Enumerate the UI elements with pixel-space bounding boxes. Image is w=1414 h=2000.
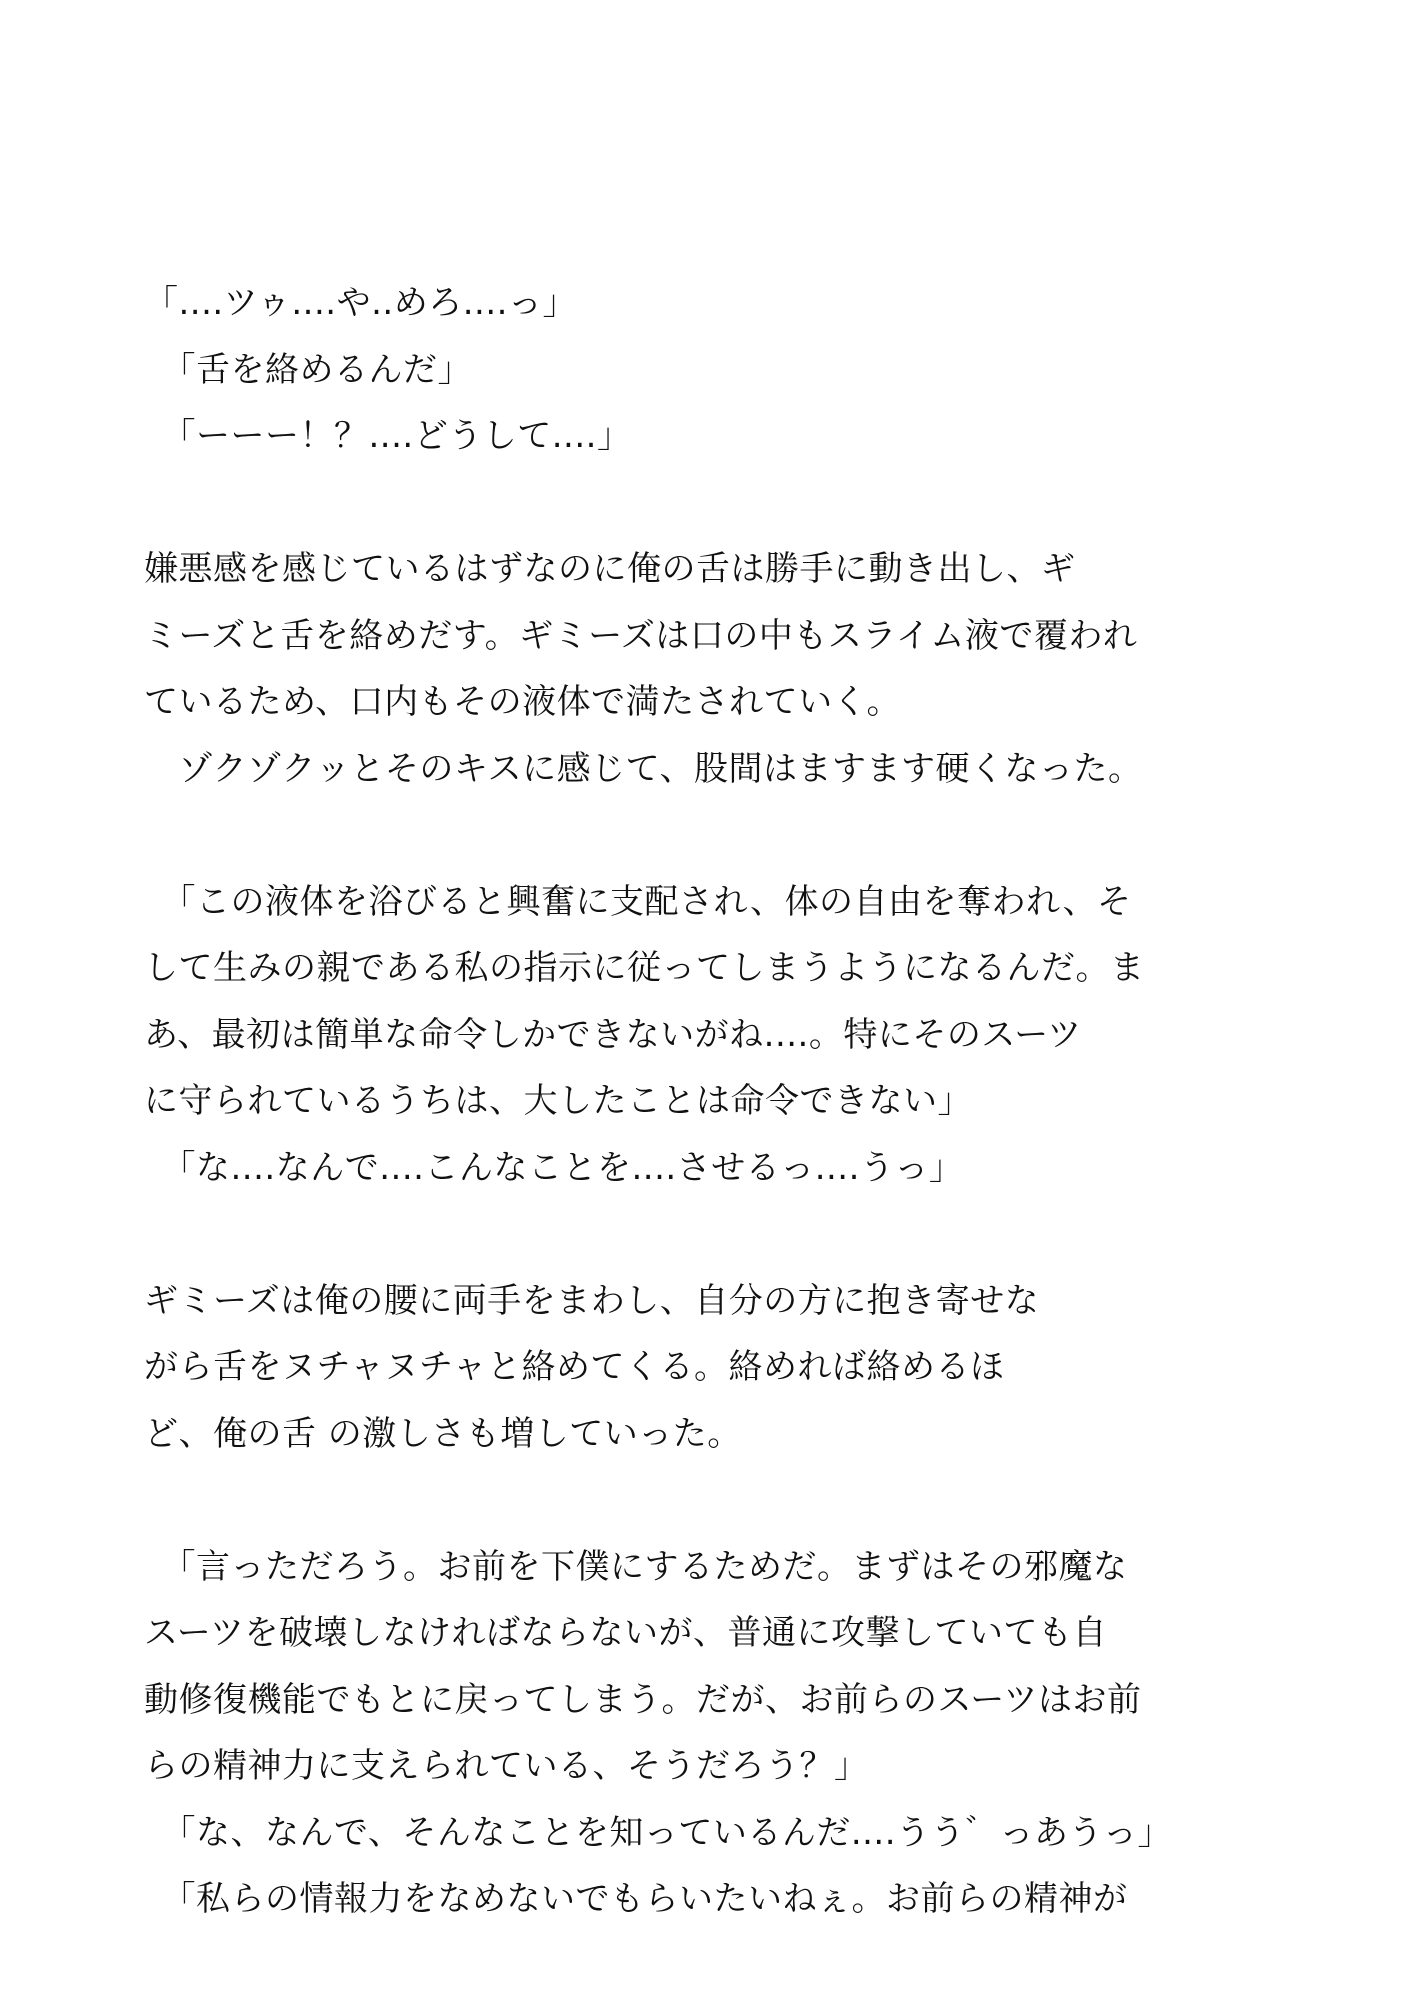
text-line: 「言っただろう。お前を下僕にするためだ。まずはその邪魔な [144, 1546, 1128, 1587]
text-line: 「ーーー！？....どうして....」 [144, 416, 632, 456]
text-line: 「私らの情報力をなめないでもらいたいねぇ。お前らの精神が [144, 1879, 1128, 1919]
text-line: 動修復機能でもとに戻ってしまう。だが、お前らのスーツはお前 [144, 1679, 1142, 1720]
text-line: ているため、口内もその液体で満たされていく。 [144, 682, 901, 722]
text-line: 「な、なんで、そんなことを知っているんだ....うう゛っあうっ」 [144, 1812, 1173, 1853]
paragraph-gap [144, 802, 1274, 869]
text-line: ど、俺の舌 の激しさも増していった。 [144, 1413, 742, 1454]
paragraph-gap [144, 470, 1274, 537]
text-line: 「舌を絡めるんだ」 [144, 349, 472, 390]
text-line: 「この液体を浴びると興奮に支配され、体の自由を奪われ、そ [144, 881, 1132, 922]
text-line: 「な....なんで....こんなことを....させるっ....うっ」 [144, 1147, 964, 1188]
text-line: あ、最初は簡単な命令しかできないがね....。特にそのスーツ [144, 1014, 1082, 1055]
text-line: ゾクゾクッとそのキスに感じて、股間はますます硬くなった。 [144, 748, 1143, 789]
text-line: ギミーズは俺の腰に両手をまわし、自分の方に抱き寄せな [144, 1280, 1040, 1321]
text-line: がら舌をヌチャヌチャと絡めてくる。絡めれば絡めるほ [144, 1347, 1005, 1387]
paragraph-gap [144, 1201, 1274, 1268]
paragraph-gap [144, 1467, 1274, 1534]
text-line: スーツを破壊しなければならないが、普通に攻撃していても自 [144, 1613, 1107, 1653]
text-line: らの精神力に支えられている、そうだろう？」 [144, 1746, 869, 1786]
body-text [144, 270, 1274, 1933]
text-line: ミーズと舌を絡めだす。ギミーズは口の中もスライム液で覆われ [144, 615, 1138, 656]
text-line: 「....ツゥ....や..めろ....っ」 [144, 283, 577, 323]
text-line: して生みの親である私の指示に従ってしまうようになるんだ。ま [144, 948, 1145, 988]
text-line: 嫌悪感を感じているはずなのに俺の舌は勝手に動き出し、ギ [144, 549, 1076, 589]
text-line: に守られているうちは、大したことは命令できない」 [144, 1081, 972, 1121]
